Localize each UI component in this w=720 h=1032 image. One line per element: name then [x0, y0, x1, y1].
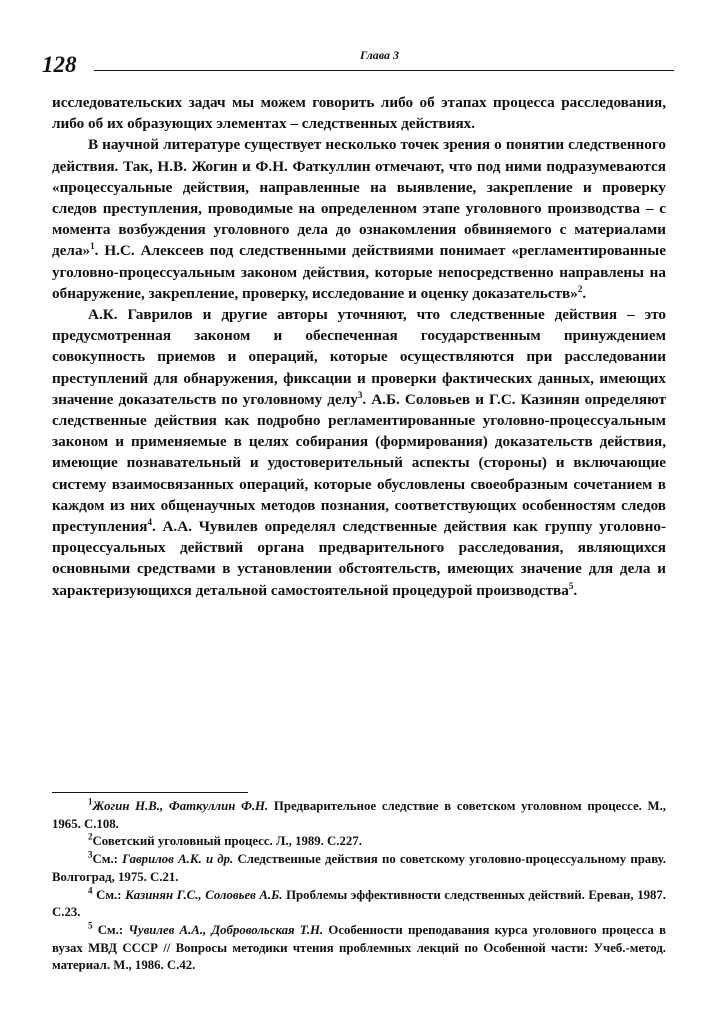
- footnote-authors: Жогин Н.В., Фаткуллин Ф.Н.: [92, 799, 269, 813]
- paragraph-text: исследовательских задач мы можем говорить либо об этапах процесса расследования, либо об их образующих элементах – следственных действиях.: [52, 94, 666, 133]
- footnote-mark: 4: [88, 885, 93, 896]
- footnote-text: Советский уголовный процесс. Л., 1989. С.227.: [92, 834, 362, 849]
- paragraph-2: [52, 134, 666, 304]
- footnote-authors: Казинян Г.С., Соловьев А.Б.: [125, 887, 283, 902]
- footnote-authors: Чувилев А.А., Добровольская Т.Н.: [128, 922, 324, 937]
- footnote-text: Следственные действия по советскому уголовно-процессуальному праву. Волгоград, 1975. С.21.: [52, 852, 666, 884]
- paragraph-3: [52, 304, 666, 601]
- footnote-ref[interactable]: 4: [147, 517, 152, 527]
- footnote-separator: [52, 792, 248, 793]
- footnote-mark: 3: [88, 849, 93, 860]
- main-text: [52, 92, 666, 601]
- paragraph-text: .: [582, 284, 587, 302]
- footnote-mark: 5: [88, 920, 93, 931]
- footnote-5: [52, 922, 666, 975]
- paragraph-text: . А.Б. Соловьев и Г.С. Казинян определяют следственные действия как подробно регламентированные уголовно-процессуальным законом и применяемые в целях собирания (формирования) доказательств действия, имеющие познавательный и удостоверительный аспекты (стороны) и включающие систему взаимосвязанных операций, которые обусловлены своеобразным сочетанием в каждом из них общенаучных методов познания, соответствующих особенностям следов преступления: [52, 390, 666, 536]
- footnote-ref[interactable]: 3: [357, 389, 363, 400]
- footnote-text: Проблемы эффективности следственных действий. Ереван, 1987. С.23.: [52, 887, 666, 920]
- footnote-prefix: См.:: [92, 852, 123, 867]
- footnote-2: [52, 833, 666, 851]
- page-number: 128: [42, 52, 77, 77]
- footnote-prefix: См.:: [92, 922, 129, 937]
- footnote-ref[interactable]: 5: [568, 580, 574, 591]
- footnote-authors: Гаврилов А.К. и др.: [122, 852, 234, 867]
- paragraph-text: А.К. Гаврилов и другие авторы уточняют, что следственные действия – это предусмотренная законом и обеспеченная государственным принуждением совокупность приемов и операций, которые осуществляются при расследовании преступлений для обнаружения, фиксации и проверки фактических данных, имеющих значение доказательств по уголовному делу: [52, 306, 666, 408]
- footnote-3: [52, 851, 666, 886]
- paragraph-1: [52, 92, 666, 134]
- header-rule: [94, 70, 674, 71]
- paragraph-text: .: [573, 581, 578, 599]
- footnote-ref[interactable]: 2: [577, 283, 583, 294]
- page-header: [42, 40, 674, 80]
- footnote-text: Предварительное следствие в советском уголовном процессе. М., 1965. С.108.: [52, 799, 666, 831]
- paragraph-text: . А.А. Чувилев определял следственные действия как группу уголовно-процессуальных действий органа предварительного расследования, являющихся основными средствами в установлении обстоятельств, имеющих значение для дела и характеризующихся детальной самостоятельной процедурой производства: [52, 518, 666, 599]
- paragraph-text: В научной литературе существует несколько точек зрения о понятии следственного действия. Так, Н.В. Жогин и Ф.Н. Фаткуллин отмечают, что под ними подразумеваются «процессуальные действия, направленные на выявление, закрепление и проверку следов преступления, проводимые на определенном этапе уголовного производства – с момента возбуждения уголовного дела до ознакомления обвиняемого с материалами дела»: [52, 136, 666, 260]
- footnote-mark: 2: [88, 832, 93, 843]
- footnote-1: [52, 798, 666, 833]
- footnote-mark: 1: [88, 796, 93, 807]
- footnote-4: [52, 887, 666, 922]
- footnote-text: Особенности преподавания курса уголовного процесса в вузах МВД СССР // Вопросы методики чтения проблемных лекций по Особенной части: Учеб.-метод. материал. М., 1986. С.42.: [52, 922, 666, 973]
- paragraph-text: . Н.С. Алексеев под следственными действиями понимает «регламентированные уголовно-процессуальным законом действия, которые непосредственно направлены на обнаружение, закрепление, проверку, исследование и оценку доказательств»: [52, 242, 666, 302]
- running-head: Глава 3: [360, 48, 400, 62]
- footnotes: [52, 798, 666, 975]
- footnote-ref[interactable]: 1: [90, 241, 95, 252]
- footnote-prefix: См.:: [92, 887, 126, 902]
